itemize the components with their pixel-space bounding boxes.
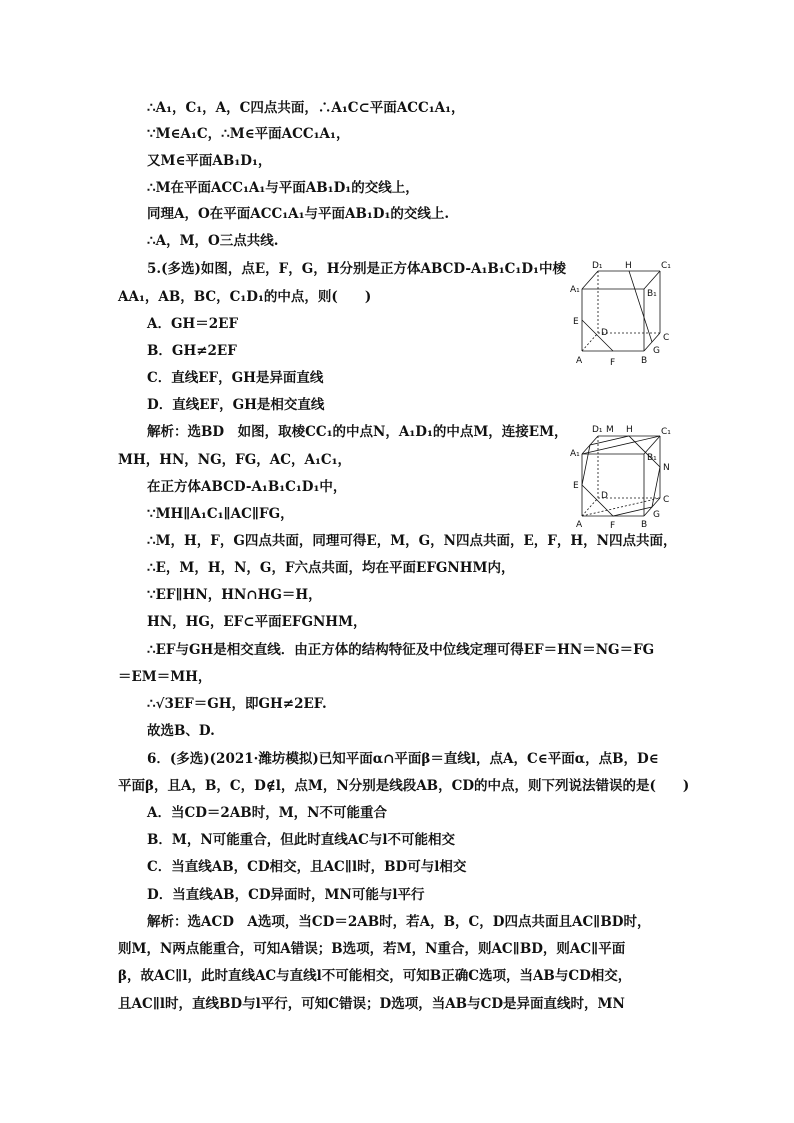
solution-line: ∵MH∥A₁C₁∥AC∥FG， [147, 506, 294, 522]
vertex-label: C [663, 333, 670, 343]
vertex-label: B₁ [647, 289, 657, 299]
cube-figure-1 [568, 255, 676, 370]
solution-line: ∵EF∥HN，HN∩HG＝H， [147, 587, 322, 603]
vertex-label: B [641, 520, 648, 530]
text-line: 又M∈平面AB₁D₁， [147, 153, 272, 169]
vertex-label: B [641, 356, 648, 366]
solution-line: ∴EF与GH是相交直线．由正方体的结构特征及中位线定理可得EF＝HN＝NG＝FG [147, 642, 655, 658]
vertex-label: D₁ [592, 261, 603, 271]
option-d: D．当直线AB，CD异面时，MN可能与l平行 [147, 887, 425, 903]
vertex-label: H [626, 425, 633, 435]
solution-line: ∴√3EF＝GH，即GH≠2EF. [147, 696, 327, 712]
vertex-label: D [601, 491, 608, 501]
option-c: C．直线EF，GH是异面直线 [147, 370, 324, 386]
option-d: D．直线EF，GH是相交直线 [147, 397, 325, 413]
vertex-label: F [610, 521, 616, 531]
vertex-label: H [625, 261, 632, 271]
vertex-label: A₁ [570, 285, 580, 295]
question-6-stem: 6．(多选)(2021·潍坊模拟)已知平面α∩平面β＝直线l，点A，C∈平面α，点B，D∈ [147, 751, 659, 767]
vertex-label: A [576, 520, 583, 530]
option-c: C．当直线AB，CD相交，且AC∥l时，BD可与l相交 [147, 859, 467, 875]
vertex-label: G [653, 510, 660, 520]
solution-line: ∴M，H，F，G四点共面，同理可得E，M，G，N四点共面，E，F，H，N四点共面， [147, 533, 677, 549]
vertex-label: E [573, 481, 579, 491]
vertex-label: C₁ [661, 427, 671, 437]
vertex-label: A₁ [570, 449, 580, 459]
solution-line: β，故AC∥l，此时直线AC与直线l不可能相交，可知B正确C选项，当AB与CD相交， [118, 968, 632, 984]
vertex-label: G [653, 346, 660, 356]
solution-line: 解析：选BD 如图，取棱CC₁的中点N，A₁D₁的中点M，连接EM， [147, 424, 568, 440]
solution-line: ＝EM＝MH， [118, 669, 212, 685]
vertex-label: C₁ [661, 261, 671, 271]
option-b: B．GH≠2EF [147, 343, 237, 359]
cube-figure-2 [568, 420, 676, 532]
question-6-stem: 平面β，且A，B，C，D∉l，点M，N分别是线段AB，CD的中点，则下列说法错误的是( ) [118, 778, 690, 794]
solution-line: HN，HG，EF⊂平面EFGNHM， [147, 614, 367, 630]
solution-line: 解析：选ACD A选项，当CD＝2AB时，若A，B，C，D四点共面且AC∥BD时， [147, 914, 651, 930]
vertex-label: F [610, 358, 616, 368]
text-line: ∴A₁，C₁，A，C四点共面，∴A₁C⊂平面ACC₁A₁， [147, 100, 465, 116]
text-line: ∴M在平面ACC₁A₁与平面AB₁D₁的交线上， [147, 180, 419, 196]
vertex-label: E [573, 317, 579, 327]
vertex-label: D [601, 328, 608, 338]
option-a: A．当CD＝2AB时，M，N不可能重合 [147, 805, 387, 821]
vertex-label: C [663, 495, 670, 505]
option-a: A．GH＝2EF [147, 316, 239, 332]
question-5-stem: 5.(多选)如图，点E，F，G，H分别是正方体ABCD-A₁B₁C₁D₁中棱 [147, 261, 566, 277]
solution-line: ∴E，M，H，N，G，F六点共面，均在平面EFGNHM内， [147, 560, 515, 576]
solution-line: 在正方体ABCD-A₁B₁C₁D₁中， [147, 479, 347, 495]
vertex-label: M [606, 425, 614, 435]
vertex-label: B₁ [647, 453, 657, 463]
text-line: ∴A，M，O三点共线. [147, 233, 279, 249]
vertex-label: N [663, 463, 670, 473]
text-line: ∵M∈A₁C，∴M∈平面ACC₁A₁， [147, 126, 350, 142]
solution-line: MH，HN，NG，FG，AC，A₁C₁， [118, 452, 352, 468]
option-b: B．M，N可能重合，但此时直线AC与l不可能相交 [147, 832, 456, 848]
vertex-label: D₁ [592, 425, 603, 435]
solution-line: 则M，N两点能重合，可知A错误；B选项，若M，N重合，则AC∥BD，则AC∥平面 [118, 941, 626, 957]
question-5-stem: AA₁，AB，BC，C₁D₁的中点，则( ) [118, 289, 372, 305]
solution-line: 故选B、D. [147, 723, 215, 739]
vertex-label: A [576, 356, 583, 366]
text-line: 同理A，O在平面ACC₁A₁与平面AB₁D₁的交线上. [147, 206, 450, 222]
solution-line: 且AC∥l时，直线BD与l平行，可知C错误；D选项，当AB与CD是异面直线时，MN [118, 996, 625, 1012]
